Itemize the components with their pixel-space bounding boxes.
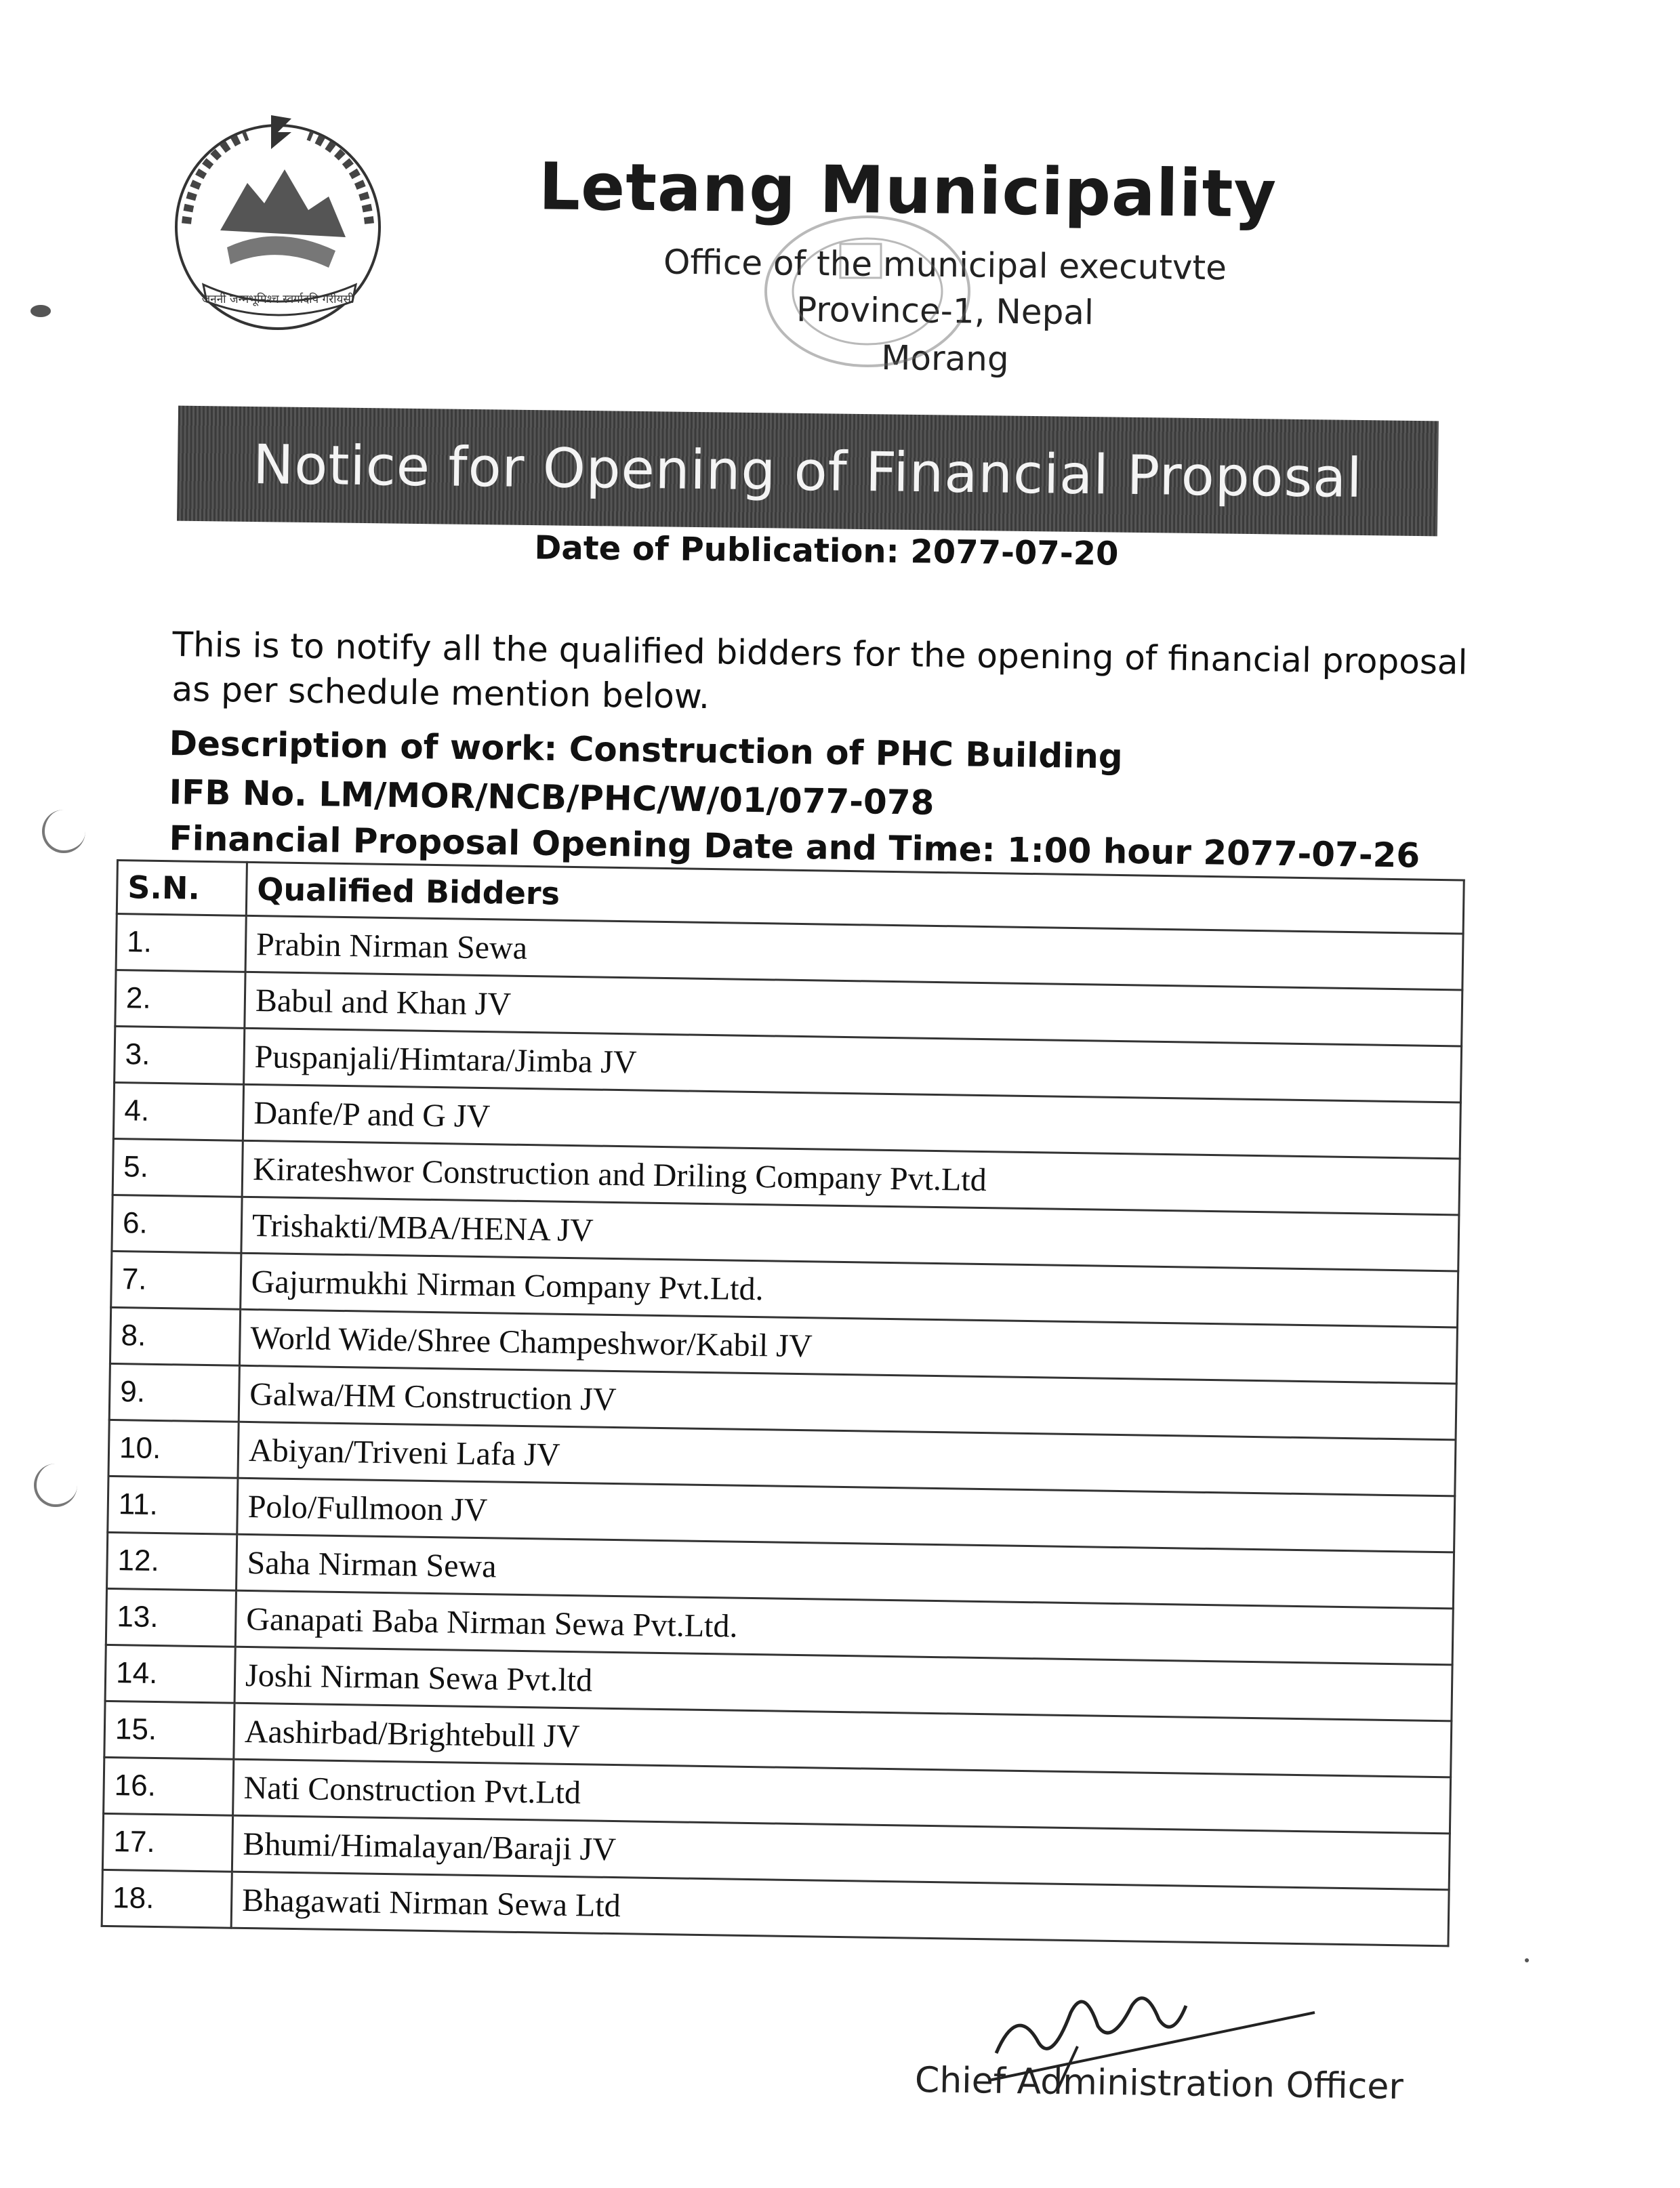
row-sn: 4.	[113, 1082, 243, 1140]
punch-hole-mark	[42, 810, 85, 853]
bidder-name: Trishakti/MBA/HENA JV	[241, 1197, 1459, 1271]
province-line: Province-1, Nepal	[796, 289, 1094, 333]
office-line: Office of the municipal executvte	[663, 242, 1227, 288]
office-stamp	[752, 203, 983, 379]
row-sn: 16.	[104, 1757, 234, 1815]
row-sn: 12.	[107, 1532, 237, 1590]
notice-title-banner	[177, 406, 1439, 537]
scan-speck	[30, 305, 51, 317]
row-sn: 6.	[112, 1195, 242, 1253]
row-sn: 11.	[108, 1476, 238, 1534]
work-description: Description of work: Construction of PHC Building	[169, 724, 1124, 777]
district-line: Morang	[881, 338, 1009, 379]
bidder-name: Danfe/P and G JV	[243, 1084, 1460, 1159]
bidder-name: Abiyan/Triveni Lafa JV	[238, 1422, 1456, 1496]
row-sn: 10.	[108, 1420, 239, 1478]
bidders-table-wrapper	[101, 859, 1465, 1947]
emblem-motto: जननी जन्मभूमिश्च स्वर्गादपि गरीयसी	[201, 293, 354, 306]
bidder-name: Bhagawati Nirman Sewa Ltd	[231, 1872, 1449, 1946]
ifb-number: IFB No. LM/MOR/NCB/PHC/W/01/077-078	[169, 772, 935, 823]
bidder-name: Polo/Fullmoon JV	[237, 1478, 1455, 1552]
signatory-title: Chief Administration Officer	[914, 2059, 1404, 2108]
publication-date: Date of Publication: 2077-07-20	[534, 529, 1119, 573]
row-sn: 18.	[102, 1870, 232, 1928]
bidder-name: Kirateshwor Construction and Driling Company Pvt.Ltd	[242, 1140, 1460, 1215]
bidder-name: Nati Construction Pvt.Ltd	[233, 1759, 1451, 1834]
notice-title: Notice for Opening of Financial Proposal	[252, 432, 1364, 510]
row-sn: 8.	[110, 1307, 240, 1365]
municipality-name: Letang Municipality	[538, 148, 1277, 232]
row-sn: 9.	[109, 1363, 239, 1422]
bidder-name: Joshi Nirman Sewa Pvt.ltd	[234, 1647, 1452, 1721]
row-sn: 14.	[105, 1645, 235, 1703]
row-sn: 17.	[102, 1813, 232, 1872]
row-sn: 3.	[115, 1026, 245, 1084]
column-header-bidders: Qualified Bidders	[246, 862, 1464, 934]
bidder-name: Babul and Khan JV	[245, 972, 1462, 1046]
bidder-name: Gajurmukhi Nirman Company Pvt.Ltd.	[241, 1253, 1458, 1327]
row-sn: 1.	[116, 914, 246, 972]
scan-speck	[1525, 1958, 1529, 1962]
bidder-name: Ganapati Baba Nirman Sewa Pvt.Ltd.	[235, 1590, 1453, 1665]
column-header-sn: S.N.	[117, 861, 247, 916]
bidder-name: Galwa/HM Construction JV	[239, 1365, 1456, 1440]
intro-paragraph: This is to notify all the qualified bidders for the opening of financial proposal as per schedule mention below.	[171, 624, 1468, 717]
bidder-name: Aashirbad/Brightebull JV	[234, 1703, 1452, 1777]
bidder-name: Puspanjali/Himtara/Jimba JV	[244, 1028, 1462, 1102]
row-sn: 2.	[115, 970, 245, 1029]
bidder-name: Prabin Nirman Sewa	[245, 915, 1463, 990]
row-sn: 15.	[104, 1701, 234, 1759]
opening-date-time: Financial Proposal Opening Date and Time: 1:00 hour 2077-07-26	[169, 819, 1420, 875]
bidder-name: Bhumi/Himalayan/Baraji JV	[232, 1815, 1450, 1890]
row-sn: 13.	[106, 1588, 236, 1647]
row-sn: 7.	[111, 1251, 241, 1309]
bidders-table	[101, 859, 1465, 1947]
bidder-name: World Wide/Shree Champeshwor/Kabil JV	[239, 1309, 1457, 1384]
bidder-name: Saha Nirman Sewa	[237, 1534, 1454, 1609]
punch-hole-mark	[34, 1464, 77, 1507]
row-sn: 5.	[112, 1138, 243, 1197]
